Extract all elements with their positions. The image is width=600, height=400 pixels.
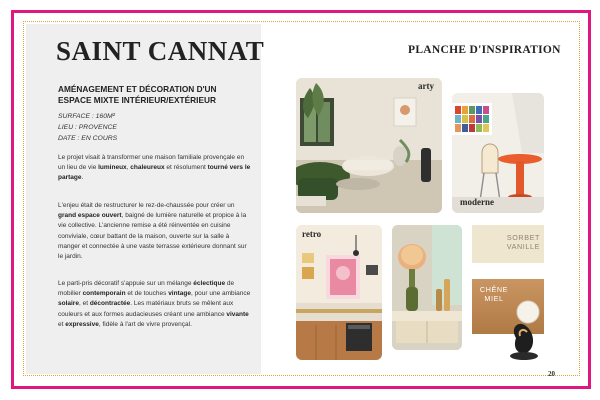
project-meta	[58, 111, 117, 144]
living-room-photo	[296, 78, 442, 213]
style-paragraph: Le parti-pris décoratif s'appuie sur un mélange éclectique de mobilier contemporain et de touches vintage, pour une ambiance solaire, et décontractée. Les matériaux bruts se mêlent aux couleurs et aux formes audacieuses créant une ambiance vivante et expressive, fidèle à l'art de vivre provençal.	[58, 280, 251, 328]
dining-room-illustration	[452, 93, 544, 213]
dining-room-photo	[452, 93, 544, 213]
swatch-sorbet-vanille-label: SORBET VANILLE	[506, 233, 540, 251]
project-title: SAINT CANNAT	[56, 36, 265, 66]
project-subtitle: AMÉNAGEMENT ET DÉCORATION D'UN ESPACE MIXTE INTÉRIEUR/EXTÉRIEUR	[58, 84, 217, 105]
tag-arty: arty	[418, 81, 434, 91]
page-number: 20	[548, 370, 555, 378]
tag-moderne: moderne	[460, 197, 494, 207]
living-room-illustration	[296, 78, 442, 213]
moodboard-title: PLANCHE D'INSPIRATION	[408, 44, 561, 56]
kitchen-illustration	[296, 225, 382, 360]
meta-lieu: LIEU : PROVENCE	[58, 124, 117, 131]
intro-paragraph: Le projet visait à transformer une maison familiale provençale en un lieu de vie lumineux, chaleureux et résolument tourné vers le partage.	[58, 154, 251, 182]
tag-retro: retro	[302, 229, 322, 239]
globe-lamp-image	[502, 298, 544, 362]
challenge-paragraph: L'enjeu était de restructurer le rez-de-chaussée pour créer un grand espace ouvert, baigné de lumière naturelle et propice à la vie collective. L'ancienne remise a été réinventée en cuisine conviviale, cœur battant de la maison, ouverte sur la salle à manger et connectée à une vaste terrasse extérieure donnant sur le jardin.	[58, 202, 247, 261]
swatch-chene-miel-label: CHÊNE MIEL	[479, 285, 509, 303]
lamp-sideboard-photo	[392, 225, 462, 350]
kitchen-photo	[296, 225, 382, 360]
lamp-sideboard-illustration	[392, 225, 462, 350]
meta-date: DATE : EN COURS	[58, 135, 118, 142]
meta-surface: SURFACE : 160M²	[58, 113, 115, 120]
